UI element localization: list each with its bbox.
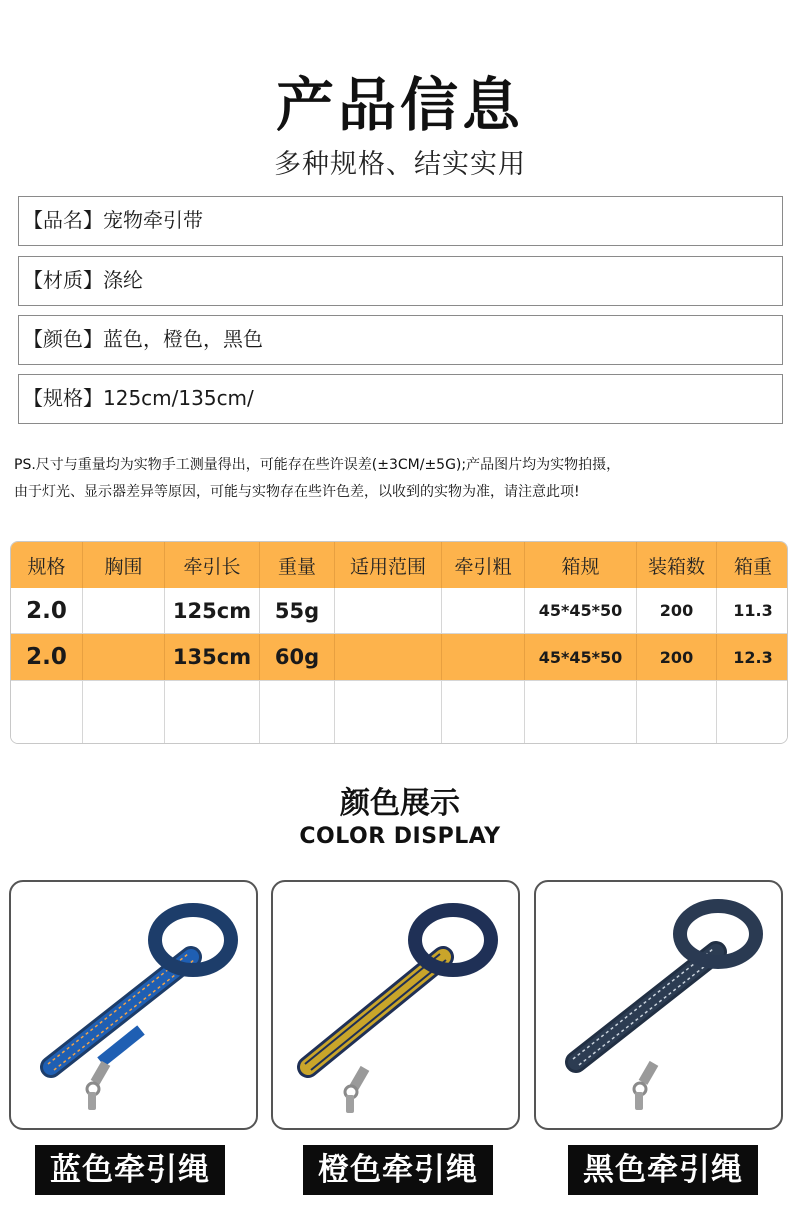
info-value: 蓝色，橙色，黑色 [103, 327, 263, 351]
table-header-cell: 牵引粗 [442, 542, 525, 588]
info-row-spec [18, 374, 783, 424]
product-label-black: 黑色牵引绳 [568, 1145, 758, 1195]
table-row [11, 680, 788, 744]
table-cell: 125cm [165, 588, 260, 633]
table-header-row [11, 542, 788, 588]
table-cell [165, 681, 260, 744]
table-row [11, 588, 788, 634]
table-cell: 11.3 [733, 601, 773, 620]
table-cell [335, 681, 442, 744]
table-cell [335, 634, 442, 680]
table-cell: 60g [260, 634, 335, 680]
table-header-cell: 装箱数 [637, 542, 717, 588]
table-cell [83, 588, 165, 633]
info-key: 【颜色】 [23, 327, 103, 351]
notice-line-1: PS.尺寸与重量均为实物手工测量得出，可能存在些许误差(±3CM/±5G);产品图片均为实物拍摄， [14, 457, 621, 473]
leash-image [11, 882, 258, 1130]
table-header-cell: 箱规 [525, 542, 637, 588]
info-key: 【材质】 [23, 268, 103, 292]
color-section-subtitle: COLOR DISPLAY [299, 824, 501, 849]
info-value: 涤纶 [103, 268, 143, 292]
table-header-cell: 规格 [11, 542, 83, 588]
info-row-color [18, 315, 783, 365]
leash-image [273, 882, 520, 1130]
table-cell [11, 681, 83, 744]
table-cell [83, 681, 165, 744]
spec-table [10, 541, 788, 744]
table-cell: 45*45*50 [525, 588, 637, 633]
table-cell: 12.3 [733, 647, 773, 667]
info-key: 【品名】 [23, 208, 103, 232]
info-value: 宠物牵引带 [103, 208, 203, 232]
table-cell: 200 [637, 588, 717, 633]
product-label-blue: 蓝色牵引绳 [35, 1145, 225, 1195]
page-title: 产品信息 [275, 71, 524, 139]
table-cell: 2.0 [11, 634, 83, 680]
table-cell [442, 634, 525, 680]
notice-line-2: 由于灯光、显示器差异等原因，可能与实物存在些许色差，以收到的实物为准，请注意此项! [14, 484, 580, 500]
leash-image [536, 882, 783, 1130]
page-subtitle: 多种规格、结实实用 [274, 149, 526, 180]
table-cell: 2.0 [11, 588, 83, 633]
product-card-orange[interactable] [271, 880, 520, 1130]
table-header-cell: 箱重 [733, 555, 772, 578]
table-cell [442, 681, 525, 744]
table-cell [83, 634, 165, 680]
table-cell: 200 [637, 634, 717, 680]
product-card-black[interactable] [534, 880, 783, 1130]
table-cell [717, 681, 788, 744]
table-cell [335, 588, 442, 633]
info-row-name [18, 196, 783, 246]
info-row-material [18, 256, 783, 306]
table-cell [525, 681, 637, 744]
table-header-cell: 重量 [260, 542, 335, 588]
table-header-cell: 胸围 [83, 542, 165, 588]
info-key: 【规格】 [23, 386, 103, 410]
table-cell [442, 588, 525, 633]
table-header-cell: 牵引长 [165, 542, 260, 588]
color-section-title: 颜色展示 [340, 786, 460, 821]
table-cell: 55g [260, 588, 335, 633]
table-cell [260, 681, 335, 744]
table-header-cell: 适用范围 [335, 542, 442, 588]
info-value: 125cm/135cm/ [103, 386, 254, 410]
table-row [11, 634, 788, 680]
product-card-blue[interactable] [9, 880, 258, 1130]
table-cell: 45*45*50 [525, 634, 637, 680]
product-label-orange: 橙色牵引绳 [303, 1145, 493, 1195]
table-cell [637, 681, 717, 744]
table-cell: 135cm [165, 634, 260, 680]
